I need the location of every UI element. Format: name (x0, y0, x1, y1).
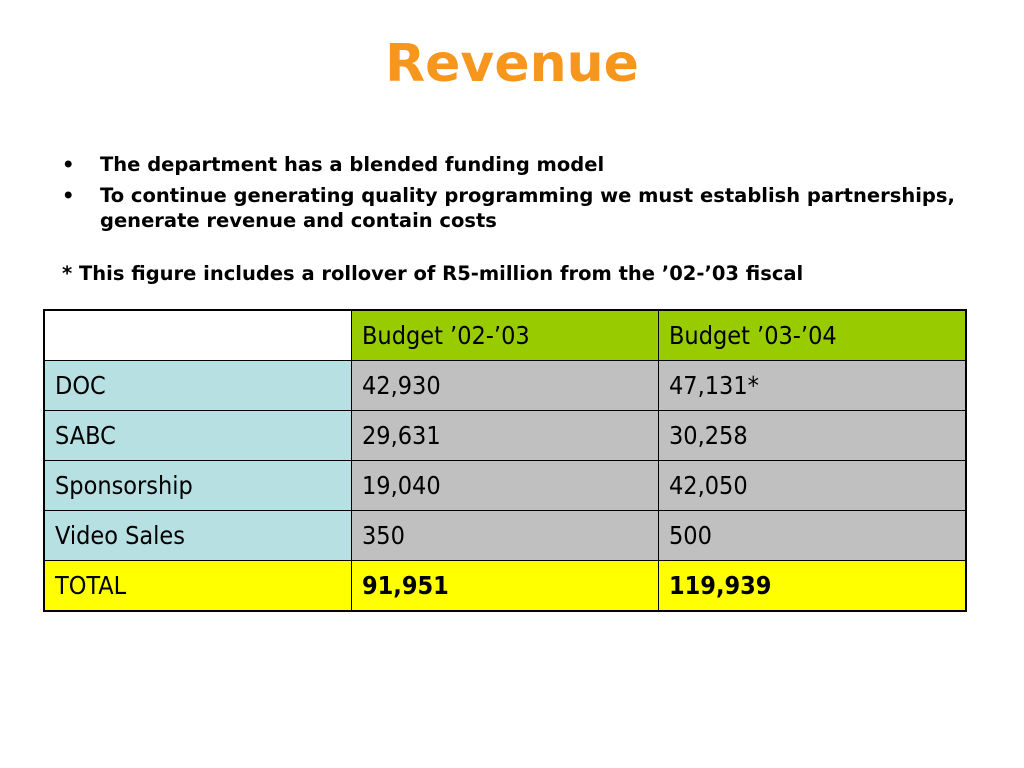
row-label: Sponsorship (44, 461, 352, 511)
header-blank-cell (44, 310, 352, 361)
bullet-icon: • (62, 184, 75, 207)
bullet-text: The department has a blended funding model (100, 153, 605, 176)
total-03-04: 119,939 (659, 561, 967, 612)
value-02-03: 350 (352, 511, 659, 561)
row-label: SABC (44, 411, 352, 461)
table-header-row (44, 310, 966, 361)
slide-title: Revenue (385, 34, 639, 94)
value-02-03: 19,040 (352, 461, 659, 511)
bullet-list (62, 152, 962, 239)
table-row (44, 411, 966, 461)
bullet-item (62, 152, 962, 177)
total-label: TOTAL (44, 561, 352, 612)
header-budget-02-03: Budget ’02-’03 (352, 310, 659, 361)
bullet-item (62, 183, 962, 233)
value-02-03: 42,930 (352, 361, 659, 411)
row-label: DOC (44, 361, 352, 411)
footnote: * This figure includes a rollover of R5-million from the ’02-’03 fiscal (62, 262, 804, 285)
table-row (44, 461, 966, 511)
value-03-04: 42,050 (659, 461, 967, 511)
value-02-03: 29,631 (352, 411, 659, 461)
bullet-icon: • (62, 153, 75, 176)
revenue-table (43, 309, 967, 612)
bullet-text: To continue generating quality programming we must establish partnerships, generate revenue and contain costs (100, 184, 955, 232)
total-02-03: 91,951 (352, 561, 659, 612)
row-label: Video Sales (44, 511, 352, 561)
total-row (44, 561, 966, 612)
header-budget-03-04: Budget ’03-’04 (659, 310, 967, 361)
table-row (44, 361, 966, 411)
value-03-04: 500 (659, 511, 967, 561)
value-03-04: 30,258 (659, 411, 967, 461)
value-03-04: 47,131* (659, 361, 967, 411)
table-row (44, 511, 966, 561)
